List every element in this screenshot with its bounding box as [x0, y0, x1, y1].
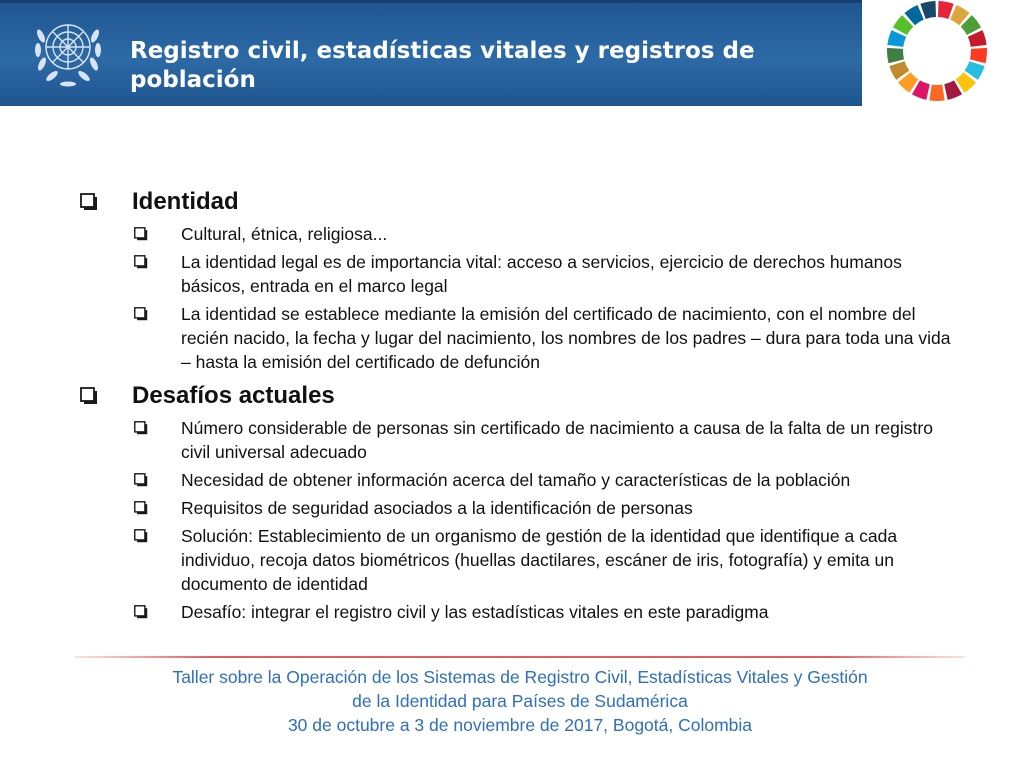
section-heading: Identidad [80, 186, 960, 218]
list-item: La identidad legal es de importancia vital: acceso a servicios, ejercicio de derechos humanos básicos, entrada en el marco legal [80, 250, 960, 298]
checkbox-bullet-icon [134, 227, 148, 241]
list-item: Solución: Establecimiento de un organismo de gestión de la identidad que identifique a cada individuo, recoja datos biométricos (huellas dactilares, escáner de iris, fotografía) y emita un documento de identidad [80, 524, 960, 596]
checkbox-bullet-icon [134, 473, 148, 487]
list-item: Requisitos de seguridad asociados a la identificación de personas [80, 496, 960, 520]
sdg-wheel-icon [874, 0, 1000, 106]
checkbox-bullet-icon [134, 307, 148, 321]
checkbox-bullet-icon [134, 421, 148, 435]
un-emblem-icon [33, 14, 103, 90]
header-top-rule [0, 0, 862, 3]
slide-footer [60, 665, 980, 737]
footer-line-3: 30 de octubre a 3 de noviembre de 2017, Bogotá, Colombia [287, 715, 753, 735]
list-item: Necesidad de obtener información acerca del tamaño y características de la población [80, 468, 960, 492]
list-item: Número considerable de personas sin certificado de nacimiento a causa de la falta de un registro civil universal adecuado [80, 416, 960, 464]
sdg-wheel-segment [887, 48, 904, 63]
slide-body [80, 186, 960, 624]
list-item: Desafío: integrar el registro civil y las estadísticas vitales en este paradigma [80, 600, 960, 624]
checkbox-bullet-icon [134, 501, 148, 515]
slide-title: Registro civil, estadísticas vitales y registros de población [130, 38, 755, 93]
sdg-wheel-segment [970, 48, 987, 63]
checkbox-bullet-icon [80, 387, 98, 405]
list-item: Cultural, étnica, religiosa... [80, 222, 960, 246]
slide-header [0, 0, 862, 106]
footer-line-2: de la Identidad para Países de Sudamérica [352, 691, 688, 711]
footer-divider [75, 656, 965, 658]
sdg-wheel-segment [920, 1, 936, 19]
section-heading: Desafíos actuales [80, 380, 960, 412]
checkbox-bullet-icon [134, 255, 148, 269]
sdg-wheel-segment [929, 85, 944, 101]
sdg-wheel-segment [938, 1, 954, 19]
checkbox-bullet-icon [80, 193, 98, 211]
footer-line-1: Taller sobre la Operación de los Sistemas de Registro Civil, Estadísticas Vitales y Gestión [172, 667, 868, 687]
list-item: La identidad se establece mediante la emisión del certificado de nacimiento, con el nombre del recién nacido, la fecha y lugar del nacimiento, los nombres de los padres – dura para toda una vida – hasta la emisión del certificado de defunción [80, 302, 960, 374]
checkbox-bullet-icon [134, 529, 148, 543]
checkbox-bullet-icon [134, 605, 148, 619]
